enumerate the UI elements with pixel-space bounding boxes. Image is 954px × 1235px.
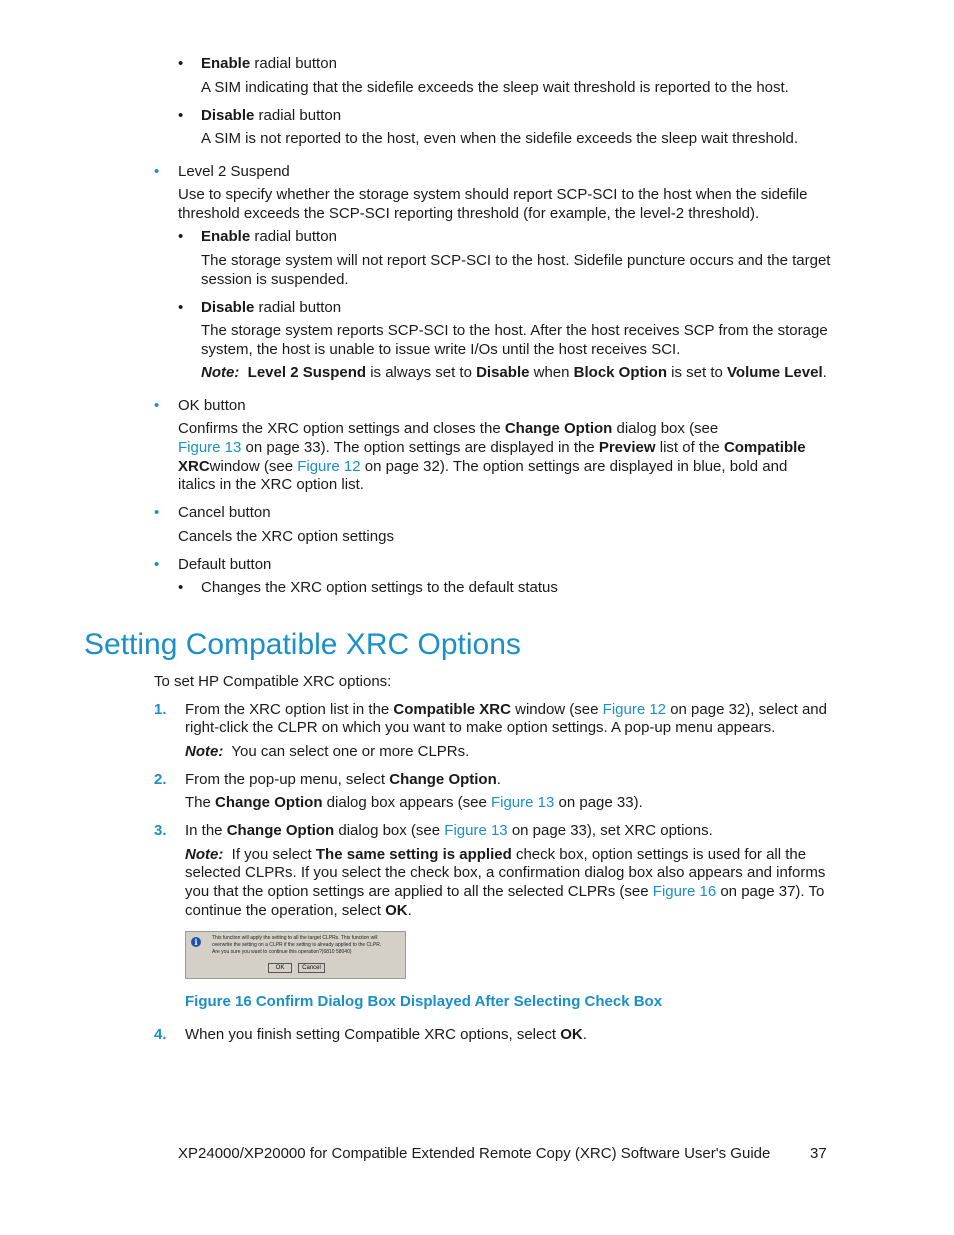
term-suffix: radial button [254,107,342,124]
ok-title: OK button [178,397,246,414]
figure-13-link[interactable]: Figure 13 [490,794,555,811]
bullet: • [178,107,184,124]
step4-line1 [185,1025,587,1044]
bullet: • [178,299,184,316]
cancel-title: Cancel button [178,504,271,521]
text: window (see [209,458,298,475]
level2-enable-desc-2: session is suspended. [201,271,349,288]
text: on page 33). The option settings are displayed in the [241,439,599,456]
level2-note [201,363,827,382]
figure-16-link[interactable]: Figure 16 [652,883,717,900]
text: If you select [231,846,316,863]
note-label: Note: [185,743,224,760]
ok-desc-3 [178,457,787,476]
term-suffix: radial button [254,299,342,316]
level2-enable [201,227,337,246]
level2-enable-desc-1: The storage system will not report SCP-SCI to the host. Sidefile puncture occurs and the target [201,252,831,269]
text: dialog box (see [334,822,445,839]
bullet: • [154,163,160,180]
text: on page 32), select and [666,701,827,718]
bullet: • [154,556,160,573]
level2-disable-desc-1: The storage system reports SCP-SCI to the host. After the host receives SCP from the storage [201,322,828,339]
intro-text: To set HP Compatible XRC options: [154,673,392,690]
term: Disable [201,299,255,316]
term: Disable [201,107,255,124]
text: you that the option settings are applied to all the selected CLPRs (see [185,883,653,900]
text: . [496,771,501,788]
enable-item [201,54,337,73]
text: From the pop-up menu, select [185,771,390,788]
text: check box, option settings is used for all the [511,846,807,863]
dialog-ok-button[interactable]: OK [268,963,292,973]
figure-13-link[interactable]: Figure 13 [178,439,242,456]
ok-desc-1 [178,419,718,438]
footer-title: XP24000/XP20000 for Compatible Extended Remote Copy (XRC) Software User's Guide [178,1145,771,1162]
step3-note-4 [185,901,412,920]
text: is always set to [366,364,477,381]
text: . [582,1026,587,1043]
dialog-message: This function will apply the setting to all the target CLPRs. This function will overwrite the setting on a CLPR if the setting is already applied to the CLPR. Are you sure you want to continue this operation?(6810 58040) [212,935,382,955]
step3-note-1 [185,845,806,864]
figure-12-link[interactable]: Figure 12 [602,701,667,718]
default-desc: Changes the XRC option settings to the default status [201,579,558,596]
term: Block Option [573,364,667,381]
text: . [407,902,412,919]
text: Confirms the XRC option settings and closes the [178,420,505,437]
step-number: 3. [154,822,167,839]
term: The same setting is applied [315,846,512,863]
info-icon: i [191,937,201,947]
figure-12-link[interactable]: Figure 12 [297,458,361,475]
text: when [529,364,574,381]
term: Enable [201,55,251,72]
term: Preview [598,439,656,456]
level2-title: Level 2 Suspend [178,163,290,180]
text: From the XRC option list in the [185,701,394,718]
bullet: • [178,55,184,72]
term: Level 2 Suspend [247,364,367,381]
text: is set to [667,364,728,381]
term-suffix: radial button [250,228,337,245]
term: Disable [476,364,530,381]
text: When you finish setting Compatible XRC options, select [185,1026,561,1043]
confirm-dialog-figure [185,931,406,979]
text: You can select one or more CLPRs. [231,743,470,760]
text: list of the [655,439,724,456]
term: Change Option [215,794,323,811]
term: OK [560,1026,583,1043]
term: Change Option [504,420,613,437]
dialog-cancel-button[interactable]: Cancel [298,963,325,973]
term: Change Option [226,822,335,839]
text: . [822,364,827,381]
level2-desc-1: Use to specify whether the storage system should report SCP-SCI to the host when the sidefile [178,186,808,203]
text: on page 37). To [716,883,825,900]
step3-note-3 [185,882,824,901]
cancel-desc: Cancels the XRC option settings [178,528,394,545]
note-label: Note: [185,846,224,863]
page-number: 37 [810,1145,827,1162]
text: on page 33), set XRC options. [507,822,713,839]
term: OK [385,902,408,919]
default-title: Default button [178,556,272,573]
text: The [185,794,216,811]
bullet: • [178,579,184,596]
section-heading: Setting Compatible XRC Options [84,628,521,661]
step1-note [185,742,469,761]
text: dialog box (see [612,420,719,437]
ok-desc-2 [178,438,806,457]
disable-item [201,106,341,125]
text: on page 32). The option settings are displayed in blue, bold and [360,458,788,475]
text: continue the operation, select [185,902,386,919]
disable-desc: A SIM is not reported to the host, even when the sidefile exceeds the sleep wait threshold. [201,130,799,147]
text: dialog box appears (see [322,794,491,811]
text: window (see [510,701,603,718]
step1-line2: right-click the CLPR on which you want to make option settings. A pop-up menu appears. [185,719,776,736]
step-number: 2. [154,771,167,788]
step-number: 1. [154,701,167,718]
ok-desc-4: italics in the XRC option list. [178,476,364,493]
step2-line1 [185,770,501,789]
term: XRC [178,458,210,475]
term: Enable [201,228,251,245]
step3-note-2: selected CLPRs. If you select the check box, a confirmation dialog box also appears and informs [185,864,826,881]
level2-disable-desc-2: system, the host is unable to issue write I/Os until the host receives SCI. [201,341,681,358]
text: on page 33). [554,794,643,811]
term: Volume Level [727,364,823,381]
level2-desc-2: threshold exceeds the SCP-SCI reporting threshold (for example, the level-2 threshold). [178,205,760,222]
term: Compatible XRC [393,701,511,718]
step3-line1 [185,821,713,840]
term: Compatible [723,439,806,456]
figure-caption: Figure 16 Confirm Dialog Box Displayed After Selecting Check Box [185,993,663,1010]
bullet: • [178,228,184,245]
bullet: • [154,504,160,521]
term: Change Option [389,771,497,788]
level2-disable [201,298,341,317]
step-number: 4. [154,1026,167,1043]
enable-desc: A SIM indicating that the sidefile exceeds the sleep wait threshold is reported to the host. [201,79,789,96]
text: In the [185,822,227,839]
term-suffix: radial button [250,55,337,72]
bullet: • [154,397,160,414]
step2-line2 [185,793,643,812]
note-label: Note: [201,364,240,381]
step1-line1 [185,700,827,719]
figure-13-link[interactable]: Figure 13 [444,822,508,839]
